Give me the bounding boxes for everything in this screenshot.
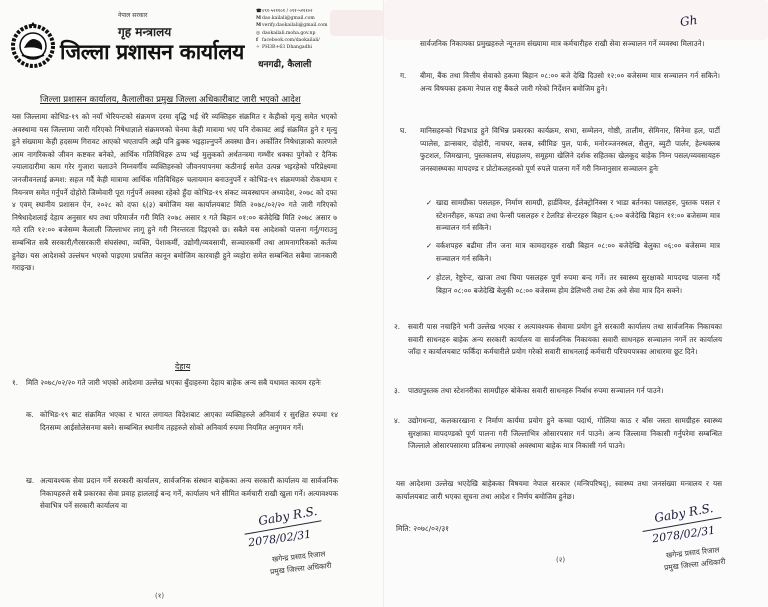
phone-fax-icon: ☎ [256,9,262,14]
mail-icon: M [256,16,262,22]
ministry-name: गृह मन्त्रालय [118,25,172,39]
nepal-government-emblem-icon [10,22,56,68]
item-number: १. [12,378,19,387]
signatory-name: खगेन्द्र प्रसाद रिजाल [271,549,326,564]
contact-website[interactable]: ◎ daokailali.moha.gov.np [256,30,316,36]
item-text: पाठ्यपुस्तक तथा स्टेशनरीका सामग्रीहरु बोकेका सवारी साधनहरु निर्बाध रुपमा सञ्चालन गर्न पाउने। [408,386,664,395]
order-item-1 [12,377,338,390]
order-heading: जिल्ला प्रशासन कार्यालय, कैलालीका प्रमुख जिल्ला अधिकारीबाट जारी भएको आदेश [40,95,301,105]
signatory-title: प्रमुख जिल्ला अधिकारी [663,556,726,573]
item-text: बीमा, बैंक तथा वित्तीय सेवाको हकमा बिहान ०८:०० बजे देखि दिउसो १२:०० बजेसम्म मात्र सञ्चालन गर्न सकिने। अन्य विषयका हकमा नेपाल राष्ट्र बैंकले जारी गरेको निर्देशन बमोजिम हुने। [420,71,720,93]
contact-email[interactable]: Mdao.kailali@gmail.com [256,16,315,22]
item-letter: ग. [400,71,407,80]
sub-item-gha [400,125,720,175]
order-item-3 [394,385,722,398]
sub-item-ka [26,409,338,434]
paper-stain [330,10,384,36]
contact-plus-code: ⁘ PH3R+63 Dhangadhi [256,45,313,51]
page-number: (२) [556,556,566,564]
check-mark-icon: ✓ [426,241,433,250]
paper-stain [384,0,768,40]
signature-date: 2078/02/31 [651,523,717,546]
office-name: जिल्ला प्रशासन कार्यालय [60,40,245,64]
signature-date: 2078/02/31 [247,527,313,550]
item-letter: ख. [26,476,35,485]
signature-scribble: Gaby R.S. [653,500,715,526]
order-date: मिति: २०७८/०२/३१ [396,524,450,533]
check-item-hotels [426,272,720,297]
item-text: मानिसहरुको भिडभाड हुने विभिन्न प्रकारका कार्यक्रम, सभा, सम्मेलन, गोष्ठी, तालीम, सेमिनार, सिनेमा हल, पार्टी प्यालेस, डान्सबार, दोहोरी, नाचघर, क्लब, स्वीमिङ पुल, पार्क, मनोरञ्जनस्थल, सैलुन, ब्युटी पार्लर, हेल्थक्लब फुटशल, जिमखाना, पुस्तकालय, संग्रहालय, समूहमा खेलिने दर्शक सहितका खेलकूद बाहेक निम्न पसल/व्यवसायहरु जनस्वास्थ्यका मापदण्ड र प्रोटोकलहरुको पूर्ण रुपले पालना गर्ने गरी निम्नानुसार सञ्चालन हुनेः [420,126,720,173]
item-letter: क. [26,410,34,419]
contact-verify-email[interactable]: Mverify.daokailali@gmail.com [256,23,328,29]
facebook-icon: f [256,37,258,43]
government-label: नेपाल सरकार [118,12,148,19]
check-text: होटल, रेष्टुरेन्ट, खाजा तथा चिया पसलहरु पूर्ण रुपमा बन्द गर्ने। तर स्वास्थ्य सुरक्षाको मापदण्ड पालना गर्दै बिहान ०८:०० बजेदेखि बेलुकी ०८:०० बजेसम्म होम डेलिभरी तथा टेक अवे सेवा मात्र दिन सक्ने। [436,273,720,295]
contact-block [256,8,327,51]
item-text: उद्योगधन्दा, कलकारखाना र निर्माण कार्यमा प्रयोग हुने कच्चा पदार्थ, गोलिया काठ र बाँस जस्ता सामग्रीहरु स्वास्थ्य सुरक्षाका मापदण्डको पूर्ण पालना गरी जिल्लाभित्र ओसारपसार गर्न पाउने। अन्य जिल्लामा निकासी गर्नुपरेमा सम्बन्धित जिल्लाले ओसारपसारमा प्रतिबन्ध लगाएको अवस्थामा बाहेक मात्र निकासी गर्न पाउने। [408,416,722,451]
item-text: मिति २०७८/०२/२० गते जारी भएको आदेशमा उल्लेख भएका बुँदाहरुमा देहाय बाहेक अन्य सबै यथावत कायम रहनेः [26,378,321,387]
document-page-2 [384,0,768,607]
globe-icon: ◎ [256,30,261,36]
intro-paragraph: यस जिल्लामा कोभिड-१९ को नयाँ भेरियन्टको संक्रमण दरमा वृद्धि भई धेरै व्यक्तिहरु संक्रमित र केहीको मृत्यु समेत भएको अवस्थामा यस जिल्लामा जारी गरिएको निषेधाज्ञाले संक्रमणको चेनमा केही मात्रामा भए पनि रोकावट आई संक्रमित हुने र मृत्यु हुने संख्यामा केही हदसम्म गिरावट आएको भएतापनि अझै पनि ढुक्क भइहाल्नुपर्ने अवस्था छैन। अर्कोतिर निषेधाज्ञाको कारणले आम नागरिकको जीवन कष्टकर बनेको, आर्थिक गतिविधिहरु ठप्प भई मुलुकको अर्थतन्त्रमा गम्भीर धक्का पुगेको र दैनिक ज्यालादारीमा काम गरेर गुजारा चलाउने निम्नवर्गीय व्यक्तिहरुको जीवनयापनमा कठीनाई समेत उत्पन्न भइरहेको परिप्रेक्ष्यमा जनजीवनलाई क्रमश: सहज गर्दै केही मात्रामा आर्थिक गतिविधिहरु चलायमान बनाउनुपर्ने र कोभिड-१९ संक्रमणको रोकथाम र नियन्त्रण समेत गर्नुपर्ने दोहोरो जिम्मेवारी पूरा गर्नुपर्ने अवस्था रहेको हुँदा कोभिड-१९ संकट व्यवस्थापन अध्यादेश, २०७८ को दफा ४ एवम् स्थानीय प्रशासन ऐन, २०२८ को दफा ६(३) बमोजिम यस कार्यालयबाट मिति २०७८/०२/२० गते जारी गरिएको निषेधादेशलाई देहाय अनुसार थप तथा परिमार्जन गरी मिति २०७८ असार १ गते बिहान ०१:०० बजेदेखि मिति २०७८ असार ७ गते राति १२:०० बजेसम्म कैलाली जिल्लाभर लागू हुने गरी निरन्तरता दिइएको छ। सबैले यस आदेशको पालना गर्नु/गराउनु सम्बन्धित सबै सरकारी/गैरसरकारी संघसंस्था, व्यक्ति, पेशाकर्मी, उद्योगी/व्यवसायी, सञ्चारकर्मी तथा आमनागरिकको कर्तव्य हुनेछ। यस आदेशको उल्लंघन भएको पाइएमा प्रचलित कानून बमोजिम कारवाही हुने व्यहोरा समेत सम्बन्धित सबैमा जानकारी गराइन्छ। [12,112,337,273]
item-text: अत्यावश्यक सेवा प्रदान गर्ने सरकारी कार्यालय, सार्वजनिक संस्थान बाहेकका अन्य सरकारी कार्यालय वा सार्वजनिक निकायहरुले सबै प्रकारका सेवा प्रवाह हाललाई बन्द गर्ने, कार्यालय भने सीमित कर्मचारी राखी खुला गर्ने। अत्यावश्यक सेवाभित्र पर्ने सरकारी कार्यालय वा [40,476,338,511]
page-number: (१) [155,592,165,600]
signature-scribble: Gaby R.S. [257,503,319,529]
item-text: कोभिड-१९ बाट संक्रमित भएका र भारत लगायत विदेशबाट आएका व्यक्तिहरुले अनिवार्य र सुरक्षित रुपमा १४ दिनसम्म आईसोलेसनमा बस्ने। सम्बन्धित स्थानीय तहहरुले सोको अनिवार्य रुपमा नियमित अनुगमन गर्ने। [40,410,338,432]
check-item-workshops [426,240,720,265]
check-mark-icon: ✓ [426,198,433,207]
mail-icon: M [256,23,262,29]
order-item-4 [394,415,722,453]
item-number: ४. [394,416,401,425]
schedule-heading: देहाय [175,362,191,371]
closing-paragraph: यस आदेशमा उल्लेख भएदेखि बाहेकका विषयमा नेपाल सरकार (मन्त्रिपरिषद्), स्वास्थ्य तथा जनसंख्या मन्त्रालय र यस कार्यालयबाट जारी भएका सूचना तथा आदेश र निर्णय बमोजिम हुनेछ। [396,479,722,501]
signatory-title: प्रमुख जिल्ला अधिकारी [269,560,332,577]
item-number: ३. [394,386,401,395]
contact-facebook[interactable]: f facebook.com/daokailali/ [256,37,320,43]
sub-item-ga [400,70,720,95]
check-mark-icon: ✓ [426,273,433,282]
item-text: सवारी पास नचाहिने भनी उल्लेख भएका र अत्यावश्यक सेवामा प्रयोग हुने सरकारी कार्यालय तथा सार्वजनिक निकायका सवारी साधनहरु बाहेक अन्य सरकारी कार्यालय वा सार्वजनिक निकायका सवारी साधनहरु सञ्चालन नगर्ने तर कार्यालय जाँदा र कार्यालयबाट फर्किँदा कर्मचारीले प्रयोग गरेको सवारी साधनलाई कर्मचारी परिचयपत्रका आधारमा छूट दिने। [408,322,722,357]
check-text: वर्कशपहरु बढीमा तीन जना मात्र कामदारहरु राखी बिहान ०८:०० बजेदेखि बेलुका ०६:०० बजेसम्म मात्र सञ्चालन गर्न सकिने। [436,241,720,263]
location-pin-icon: ⁘ [256,45,260,51]
page-initials: Gh [679,12,699,30]
item-letter: घ. [400,126,407,135]
check-text: खाद्य सामग्रीका पसलहरु, निर्माण सामग्री, हार्डवियर, ईलेक्ट्रोनिक्स र भाडा बर्तनका पसलहरु, पुस्तक पसल र स्टेशनरीहरु, कपडा तथा फेन्सी पसलहरु र टेलरिङ सेन्टरहरु बिहान ६:०० बजेदेखि बिहान ११:०० बजेसम्म मात्र सञ्चालन गर्न सकिने। [436,198,720,233]
item-number: २. [394,322,401,331]
order-item-2 [394,321,722,359]
signatory-name: खगेन्द्र प्रसाद रिजाल [665,545,720,560]
check-item-shops [426,197,720,235]
office-location: धनगढी, कैलाली [258,60,312,70]
contact-phone: ☎०९१-५२११०१ / ०९१-५२११०२ [256,9,313,14]
continuation-paragraph: सार्वजनिक निकायका प्रमुखहरुले न्यूनतम संख्यामा मात्र कर्मचारीहरु राखी सेवा सञ्चालन गर्ने व्यवस्था मिलाउने। [420,39,705,48]
